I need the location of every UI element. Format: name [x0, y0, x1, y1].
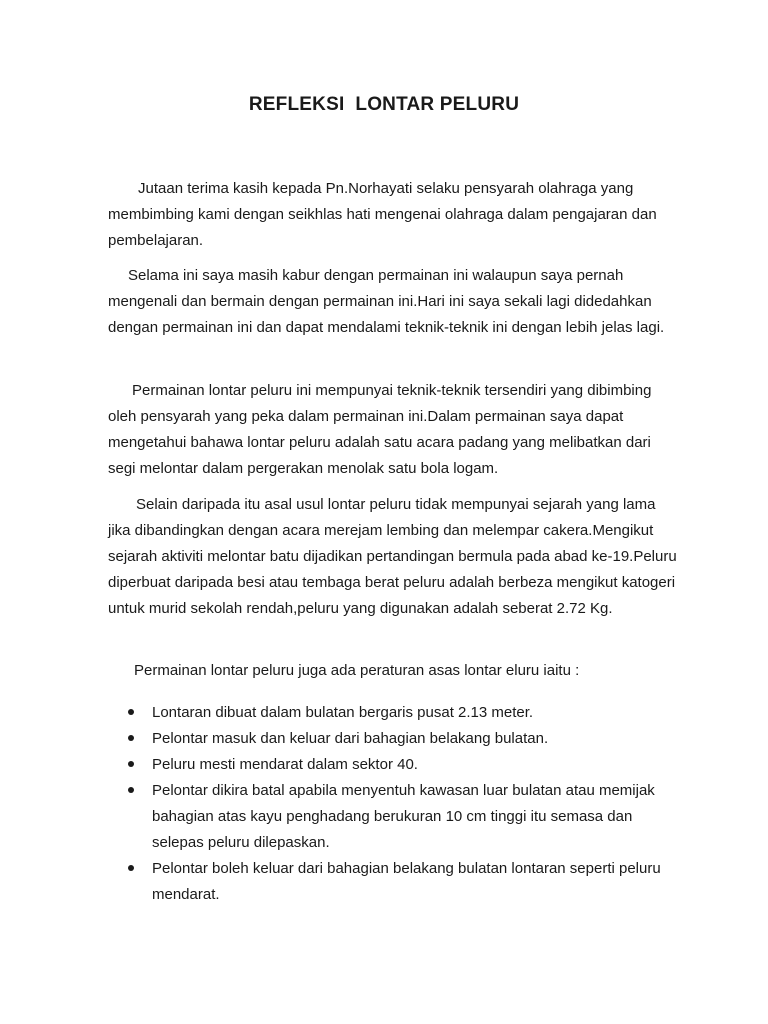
paragraph-1: Jutaan terima kasih kepada Pn.Norhayati selaku pensyarah olahraga yang membimbing kami dengan seikhlas hati mengenai olahraga dalam pengajaran dan pembelajaran.: [108, 180, 657, 249]
list-item-text: Peluru mesti mendarat dalam sektor 40.: [152, 756, 418, 773]
list-item-text: Pelontar masuk dan keluar dari bahagian belakang bulatan.: [152, 730, 549, 747]
list-item: [128, 700, 688, 726]
paragraph-3: Permainan lontar peluru ini mempunyai teknik-teknik tersendiri yang dibimbing oleh pensyarah yang peka dalam permainan ini.Dalam permainan saya dapat mengetahui bahawa lontar peluru adalah satu acara padang yang melibatkan dari segi melontar dalam pergerakan menolak satu bola logam.: [108, 382, 652, 477]
list-item: [128, 778, 688, 856]
document-title: REFLEKSI LONTAR PELURU: [248, 94, 520, 115]
list-item-text: Lontaran dibuat dalam bulatan bergaris pusat 2.13 meter.: [152, 704, 534, 721]
paragraph-4: Selain daripada itu asal usul lontar peluru tidak mempunyai sejarah yang lama jika dibandingkan dengan acara merejam lembing dan melempar cakera.Mengikut sejarah aktiviti melontar batu dijadikan pertandingan bermula pada abad ke-19.Peluru diperbuat daripada besi atau tembaga berat peluru adalah berbeza mengikut katogeri untuk murid sekolah rendah,peluru yang digunakan adalah seberat 2.72 Kg.: [108, 496, 677, 617]
bullet-icon: [128, 709, 134, 715]
list-item: [128, 726, 688, 752]
list-item-text: Pelontar dikira batal apabila menyentuh kawasan luar bulatan atau memijak bahagian atas kayu penghadang berukuran 10 cm tinggi itu semasa dan selepas peluru dilepaskan.: [152, 782, 655, 851]
bullet-icon: [128, 735, 134, 741]
bullet-icon: [128, 761, 134, 767]
paragraph-5: Permainan lontar peluru juga ada peraturan asas lontar eluru iaitu :: [134, 662, 580, 679]
rules-list: [128, 700, 688, 908]
list-item: [128, 856, 688, 908]
list-item-text: Pelontar boleh keluar dari bahagian belakang bulatan lontaran seperti peluru mendarat.: [152, 860, 661, 903]
bullet-icon: [128, 787, 134, 793]
list-item: [128, 752, 688, 778]
paragraph-2: Selama ini saya masih kabur dengan permainan ini walaupun saya pernah mengenali dan bermain dengan permainan ini.Hari ini saya sekali lagi didedahkan dengan permainan ini dan dapat mendalami teknik-teknik ini dengan lebih jelas lagi.: [108, 267, 665, 336]
bullet-icon: [128, 865, 134, 871]
